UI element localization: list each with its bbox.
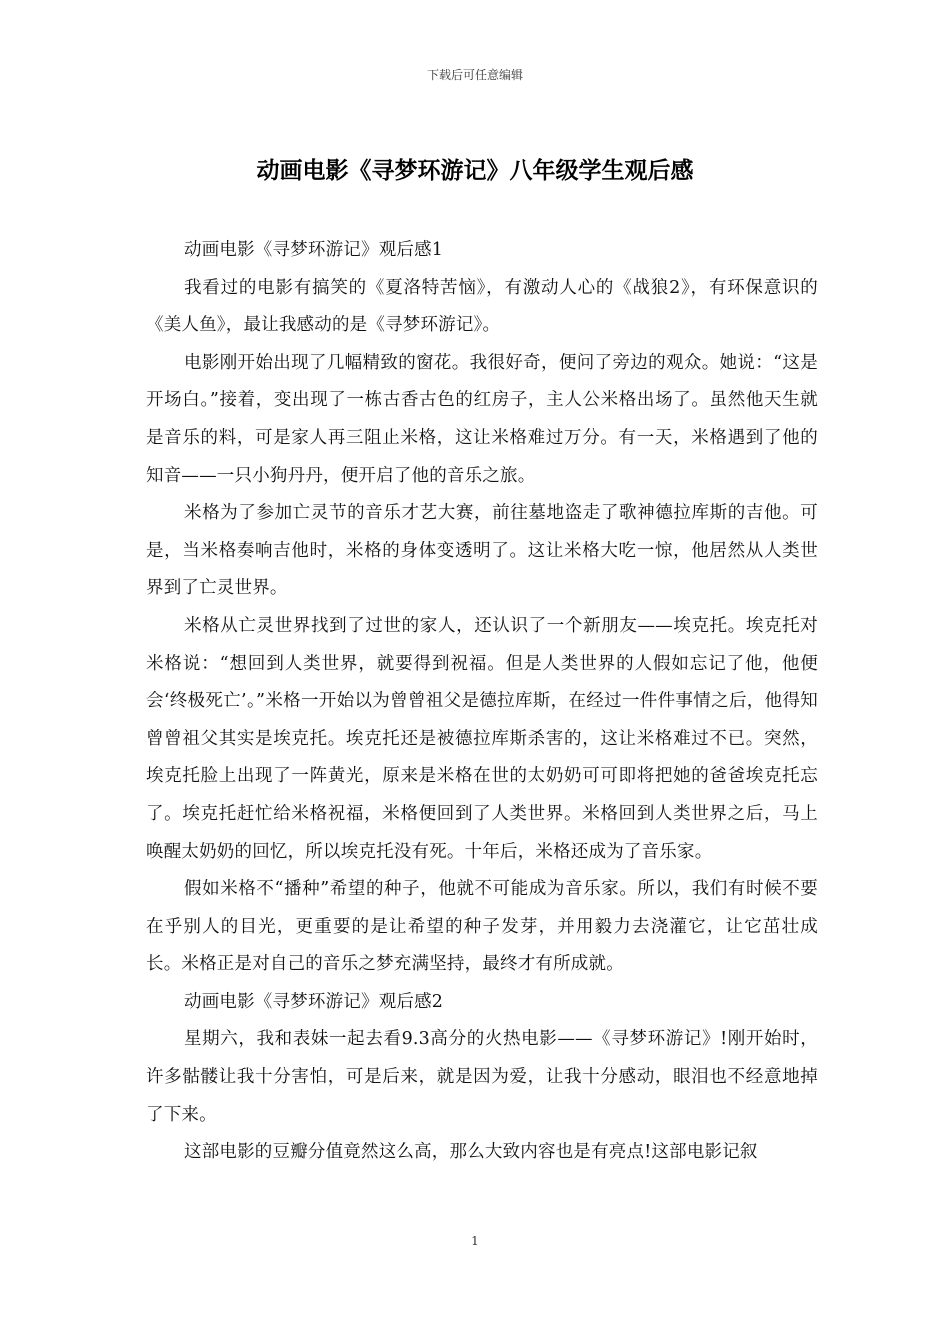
paragraph: 米格从亡灵世界找到了过世的家人，还认识了一个新朋友——埃克托。埃克托对米格说：“想回到人类世界，就要得到祝福。但是人类世界的人假如忘记了他，他便会‘终极死亡’。”米格一开始以为曾曾祖父是德拉库斯，在经过一件件事情之后，他得知曾曾祖父其实是埃克托。埃克托还是被德拉库斯杀害的，这让米格难过不已。突然，埃克托脸上出现了一阵黄光，原来是米格在世的太奶奶可可即将把她的爸爸埃克托忘了。埃克托赶忙给米格祝福，米格便回到了人类世界。米格回到人类世界之后，马上唤醒太奶奶的回忆，所以埃克托没有死。十年后，米格还成为了音乐家。 <box>146 615 818 862</box>
page-header-note: 下载后可任意编辑 <box>426 68 523 82</box>
page-number: 1 <box>471 1234 479 1248</box>
paragraph: 我看过的电影有搞笑的《夏洛特苦恼》，有激动人心的《战狼2》，有环保意识的《美人鱼》，最让我感动的是《寻梦环游记》。 <box>146 277 818 336</box>
paragraph: 米格为了参加亡灵节的音乐才艺大赛，前往墓地盗走了歌神德拉库斯的吉他。可是，当米格奏响吉他时，米格的身体变透明了。这让米格大吃一惊，他居然从人类世界到了亡灵世界。 <box>146 503 818 599</box>
section-heading-1: 动画电影《寻梦环游记》观后感1 <box>184 240 444 260</box>
document-body <box>146 232 818 1172</box>
paragraph: 这部电影的豆瓣分值竟然这么高，那么大致内容也是有亮点!这部电影记叙 <box>184 1142 758 1163</box>
section-heading-2: 动画电影《寻梦环游记》观后感2 <box>184 991 444 1012</box>
paragraph: 电影刚开始出现了几幅精致的窗花。我很好奇，便问了旁边的观众。她说：“这是开场白。”接着，变出现了一栋古香古色的红房子，主人公米格出场了。虽然他天生就是音乐的料，可是家人再三阻止米格，这让米格难过万分。有一天，米格遇到了他的知音——一只小狗丹丹，便开启了他的音乐之旅。 <box>146 352 818 486</box>
document-title: 动画电影《寻梦环游记》八年级学生观后感 <box>256 157 694 184</box>
paragraph: 假如米格不“播种”希望的种子，他就不可能成为音乐家。所以，我们有时候不要在乎别人的目光，更重要的是让希望的种子发芽，并用毅力去浇灌它，让它茁壮成长。米格正是对自己的音乐之梦充满坚持，最终才有所成就。 <box>146 879 818 975</box>
paragraph: 星期六，我和表妹一起去看9.3高分的火热电影——《寻梦环游记》!刚开始时，许多骷髅让我十分害怕，可是后来，就是因为爱，让我十分感动，眼泪也不经意地掉了下来。 <box>146 1029 818 1125</box>
